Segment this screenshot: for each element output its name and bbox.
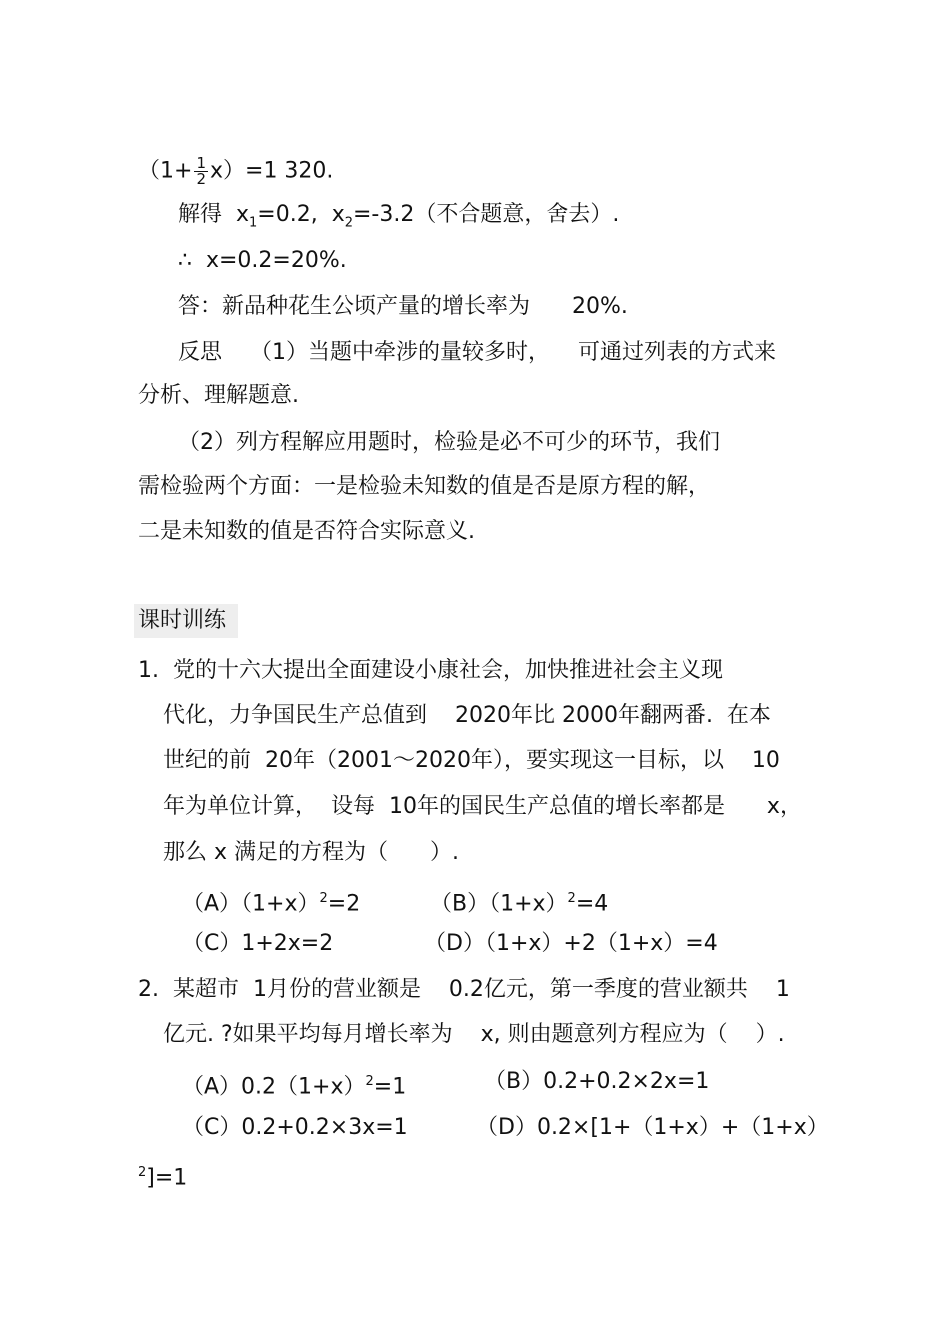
- q1-option-c: （C）1+2x=2: [182, 931, 334, 956]
- q2-a-sup: 2: [365, 1074, 374, 1089]
- fraction-half: [194, 156, 208, 187]
- reflection-1: 反思 （1）当题中牵涉的量较多时， 可通过列表的方式来: [178, 340, 776, 365]
- q1-b-post: =4: [575, 891, 609, 917]
- q2-option-a: [182, 1069, 406, 1100]
- q2-tail-text: ]=1: [146, 1165, 188, 1191]
- q1-b-text: （B）（1+x）: [430, 891, 568, 917]
- q2-line-2: 亿元. ?如果平均每月增长率为 x, 则由题意列方程应为（ ）.: [163, 1022, 785, 1047]
- q1-line-3: 世纪的前 20年（2001～2020年），要实现这一目标，以 10: [163, 748, 780, 773]
- equation-line: [138, 156, 333, 187]
- sub-1: 1: [249, 215, 258, 231]
- q1-a-sup: 2: [319, 891, 328, 906]
- eq-open: （1+: [138, 158, 193, 184]
- eq-close: x）=1 320.: [209, 158, 334, 184]
- reflection-2-cont: 需检验两个方面：一是检验未知数的值是否是原方程的解，: [138, 474, 711, 499]
- q1-line-2: 代化，力争国民生产总值到 2020年比 2000年翻两番. 在本: [163, 703, 771, 728]
- solve-post: =-3.2（不合题意，舍去）.: [353, 202, 620, 227]
- q1-line-4: 年为单位计算， 设每 10年的国民生产总值的增长率都是 x，: [163, 794, 802, 819]
- solve-line: [178, 202, 619, 236]
- reflection-2-end: 二是未知数的值是否符合实际意义.: [138, 519, 475, 544]
- frac-denominator: 2: [196, 170, 206, 188]
- frac-numerator: 1: [196, 154, 206, 172]
- section-heading: 课时训练: [134, 604, 238, 638]
- q1-line-1: 1. 党的十六大提出全面建设小康社会，加快推进社会主义现: [138, 658, 723, 683]
- q2-line-1: 2. 某超市 1月份的营业额是 0.2亿元，第一季度的营业额共 1: [138, 977, 790, 1002]
- q2-option-d-tail: [138, 1160, 187, 1191]
- sub-2: 2: [344, 215, 353, 231]
- q2-option-b: （B）0.2+0.2×2x=1: [484, 1069, 710, 1094]
- q1-b-sup: 2: [567, 891, 576, 906]
- answer-line: 答：新品种花生公顷产量的增长率为 20%.: [178, 294, 628, 319]
- solve-pre: 解得 x: [178, 202, 250, 227]
- therefore-line: ∴ x=0.2=20%.: [178, 248, 347, 273]
- q2-option-d: （D）0.2×[1+（1+x）+（1+x）: [476, 1115, 829, 1140]
- q1-a-text: （A）（1+x）: [182, 891, 320, 917]
- q2-a-post: =1: [373, 1074, 407, 1100]
- q2-tail-sup: 2: [138, 1165, 147, 1180]
- q1-option-d: （D）（1+x）+2（1+x）=4: [424, 931, 718, 956]
- q2-option-c: （C）0.2+0.2×3x=1: [182, 1115, 408, 1140]
- reflection-2: （2）列方程解应用题时，检验是必不可少的环节，我们: [178, 430, 720, 455]
- q1-line-5: 那么 x 满足的方程为（ ）.: [163, 840, 459, 865]
- q1-option-a: [182, 886, 360, 917]
- solve-mid: =0.2, x: [257, 202, 345, 227]
- q2-a-text: （A）0.2（1+x）: [182, 1074, 366, 1100]
- reflection-1-cont: 分析、理解题意.: [138, 383, 299, 408]
- q1-a-post: =2: [327, 891, 361, 917]
- q1-option-b: [430, 886, 608, 917]
